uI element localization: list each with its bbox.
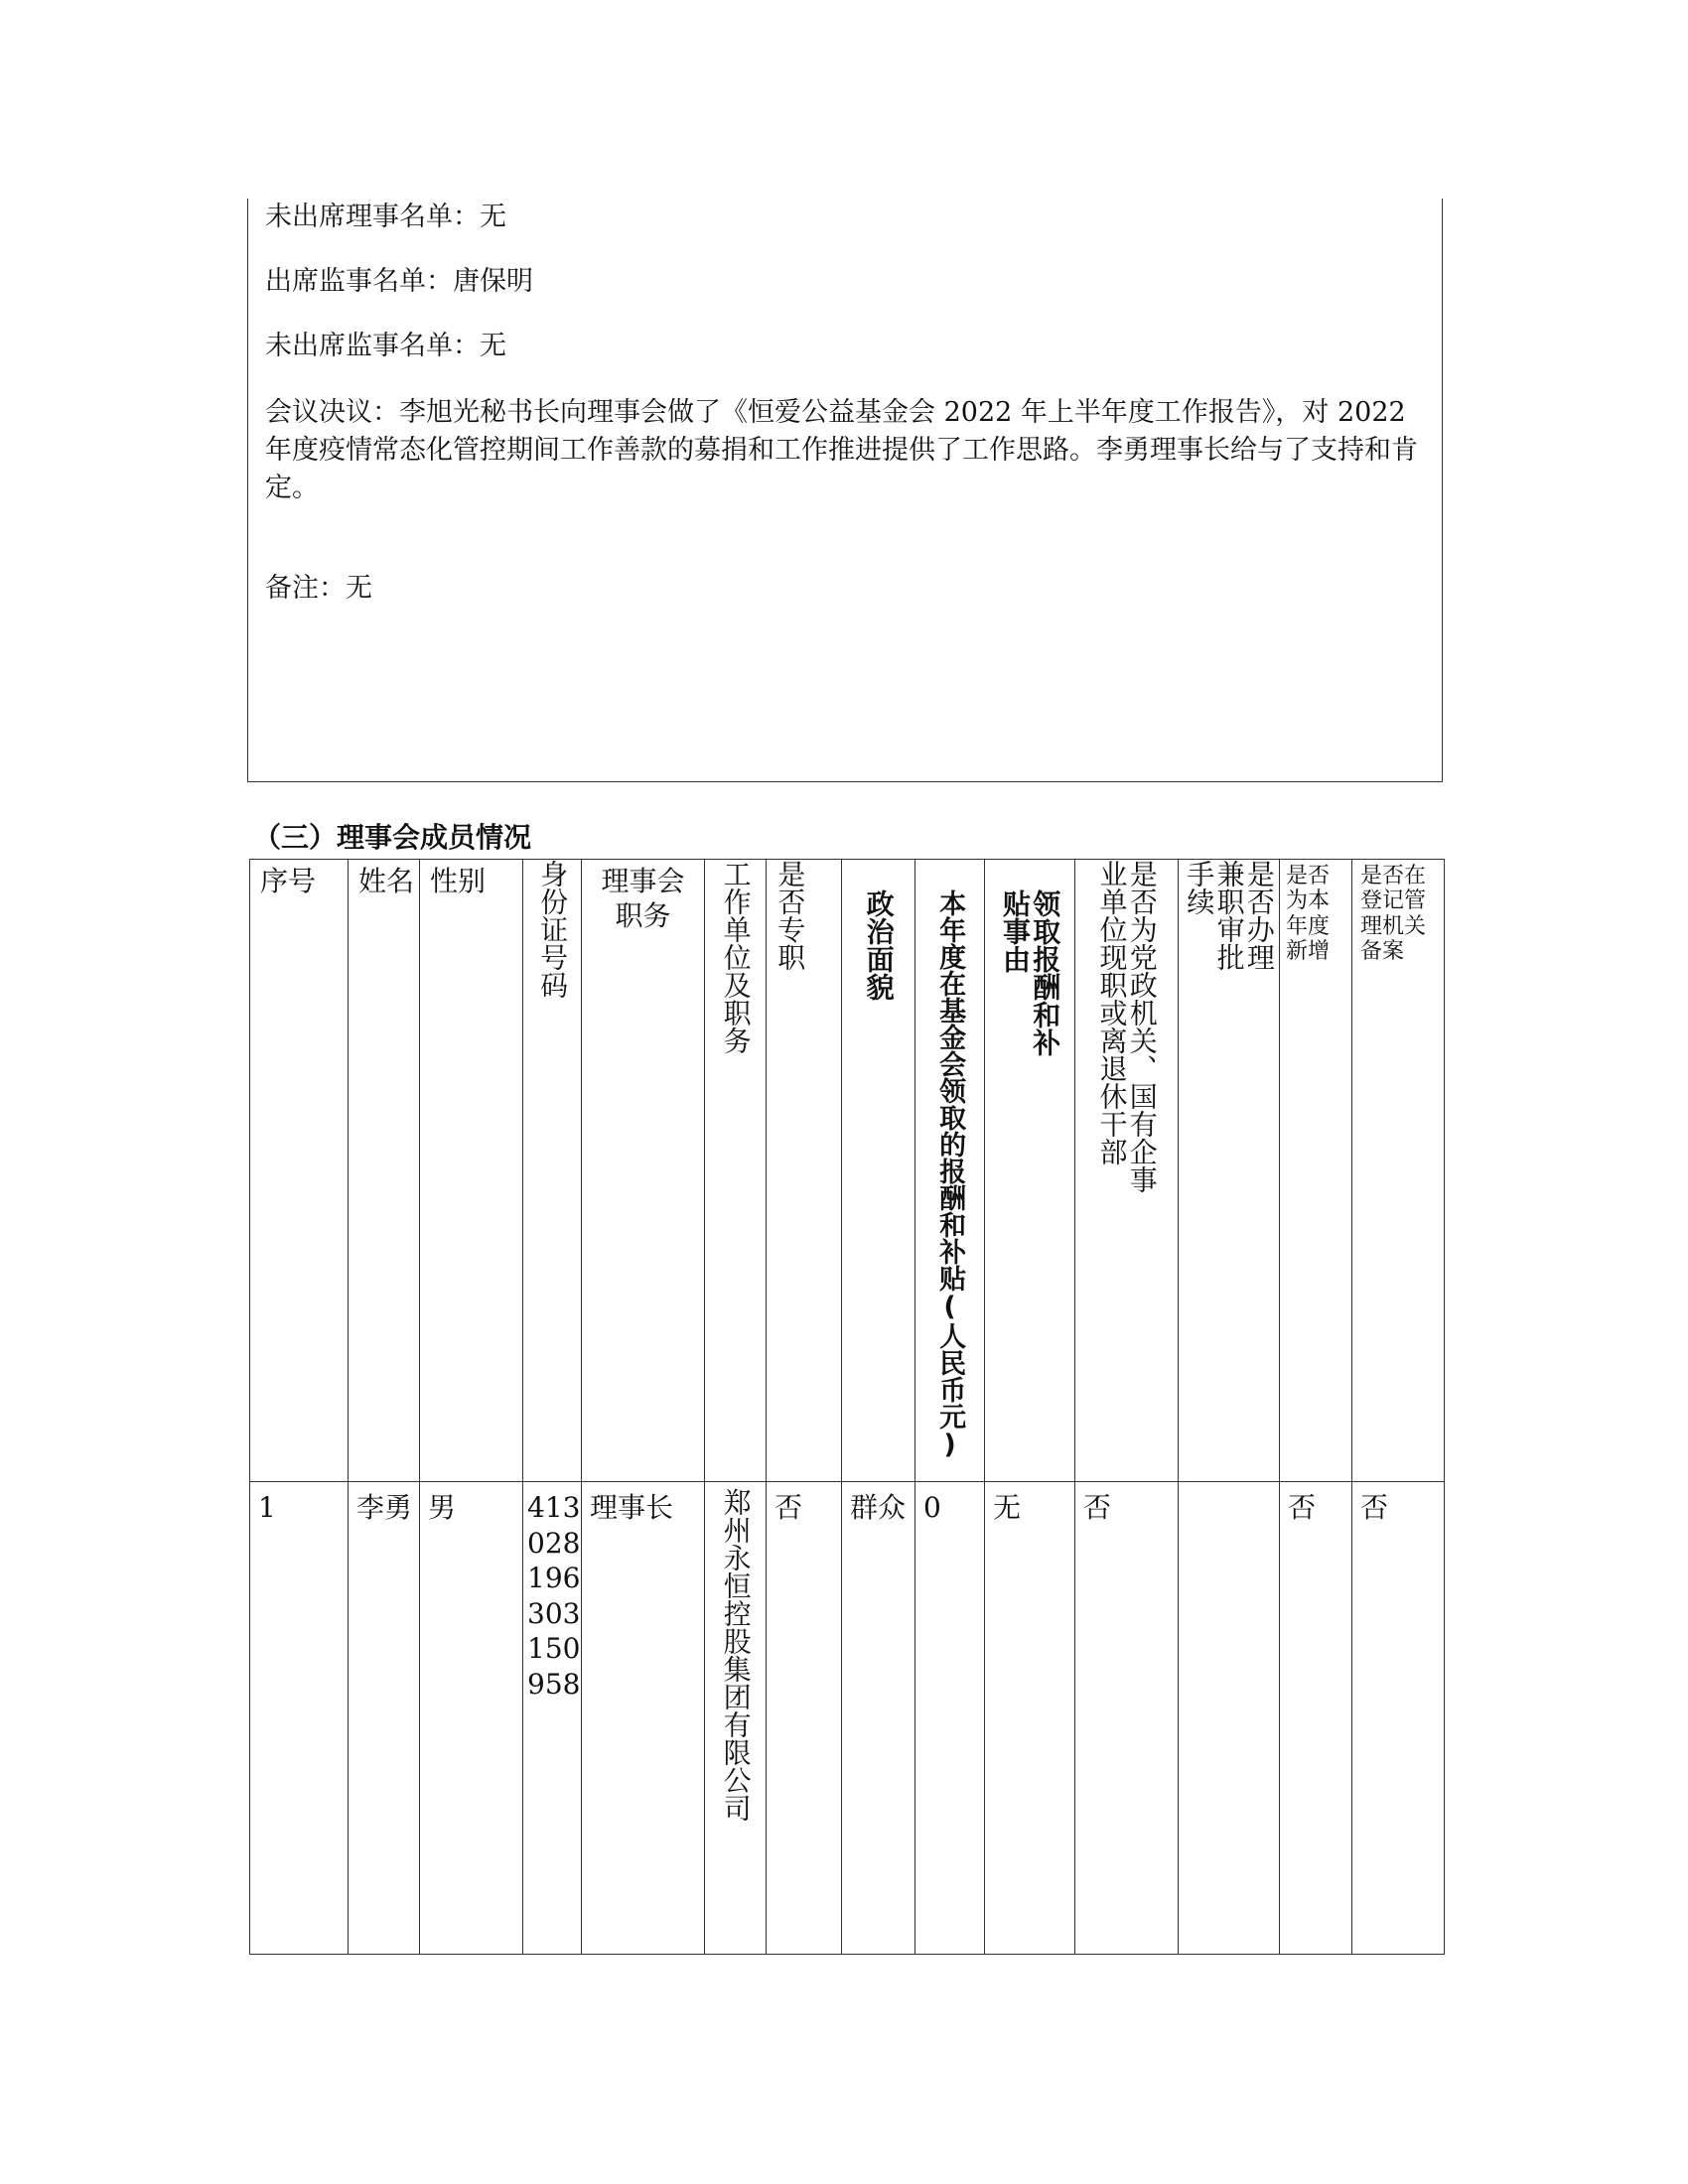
- header-id-number: 身份证号码: [523, 860, 582, 1482]
- absent-directors: 未出席理事名单：无: [265, 202, 506, 232]
- cell-name: 李勇: [349, 1482, 420, 1955]
- cell-party-org: 否: [1075, 1482, 1179, 1955]
- remarks: 备注：无: [265, 573, 372, 604]
- header-full-time: 是否专职: [767, 860, 842, 1482]
- cell-new-this-year: 否: [1280, 1482, 1352, 1955]
- cell-position: 理事长: [582, 1482, 705, 1955]
- header-registered: 是否在登记管理机关备案: [1352, 860, 1445, 1482]
- header-new-this-year: 是否为本年度新增: [1280, 860, 1352, 1482]
- header-workplace: 工作单位及职务: [705, 860, 767, 1482]
- cell-workplace: 郑州永恒控股集团有限公司: [705, 1482, 767, 1955]
- cell-remuneration: 0: [915, 1482, 985, 1955]
- cell-seq: 1: [250, 1482, 349, 1955]
- table-header-row: [250, 860, 1445, 1482]
- present-supervisors: 出席监事名单：唐保明: [265, 266, 533, 297]
- cell-reason: 无: [985, 1482, 1075, 1955]
- header-gender: 性别: [420, 860, 523, 1482]
- header-seq: 序号: [250, 860, 349, 1482]
- cell-gender: 男: [420, 1482, 523, 1955]
- header-political: 政治面貌: [842, 860, 915, 1482]
- header-name: 姓名: [349, 860, 420, 1482]
- cell-full-time: 否: [767, 1482, 842, 1955]
- meeting-resolution: 会议决议：李旭光秘书长向理事会做了《恒爱公益基金会 2022 年上半年度工作报告》，对 2022 年度疫情常态化管控期间工作善款的募捐和工作推进提供了工作思路。李勇理事长给与了支持和肯定。: [265, 397, 1418, 503]
- absent-supervisors: 未出席监事名单：无: [265, 331, 506, 361]
- header-position: 理事会职务: [582, 860, 705, 1482]
- section-title: （三）理事会成员情况: [253, 821, 532, 854]
- cell-registered: 否: [1352, 1482, 1445, 1955]
- cell-political: 群众: [842, 1482, 915, 1955]
- header-party-org: 是否为党政机关、国有企事业单位现职或离退休干部: [1075, 860, 1179, 1482]
- header-remuneration: 本年度在基金会领取的报酬和补贴(人民币元): [915, 860, 985, 1482]
- table-row: [250, 1482, 1445, 1955]
- cell-id-number: 413028196303150958: [523, 1482, 582, 1955]
- board-members-table: [249, 859, 1445, 1955]
- header-reason: 领取报酬和补贴事由: [985, 860, 1075, 1482]
- header-approval: 是否办理兼职审批手续: [1179, 860, 1280, 1482]
- cell-approval: [1179, 1482, 1280, 1955]
